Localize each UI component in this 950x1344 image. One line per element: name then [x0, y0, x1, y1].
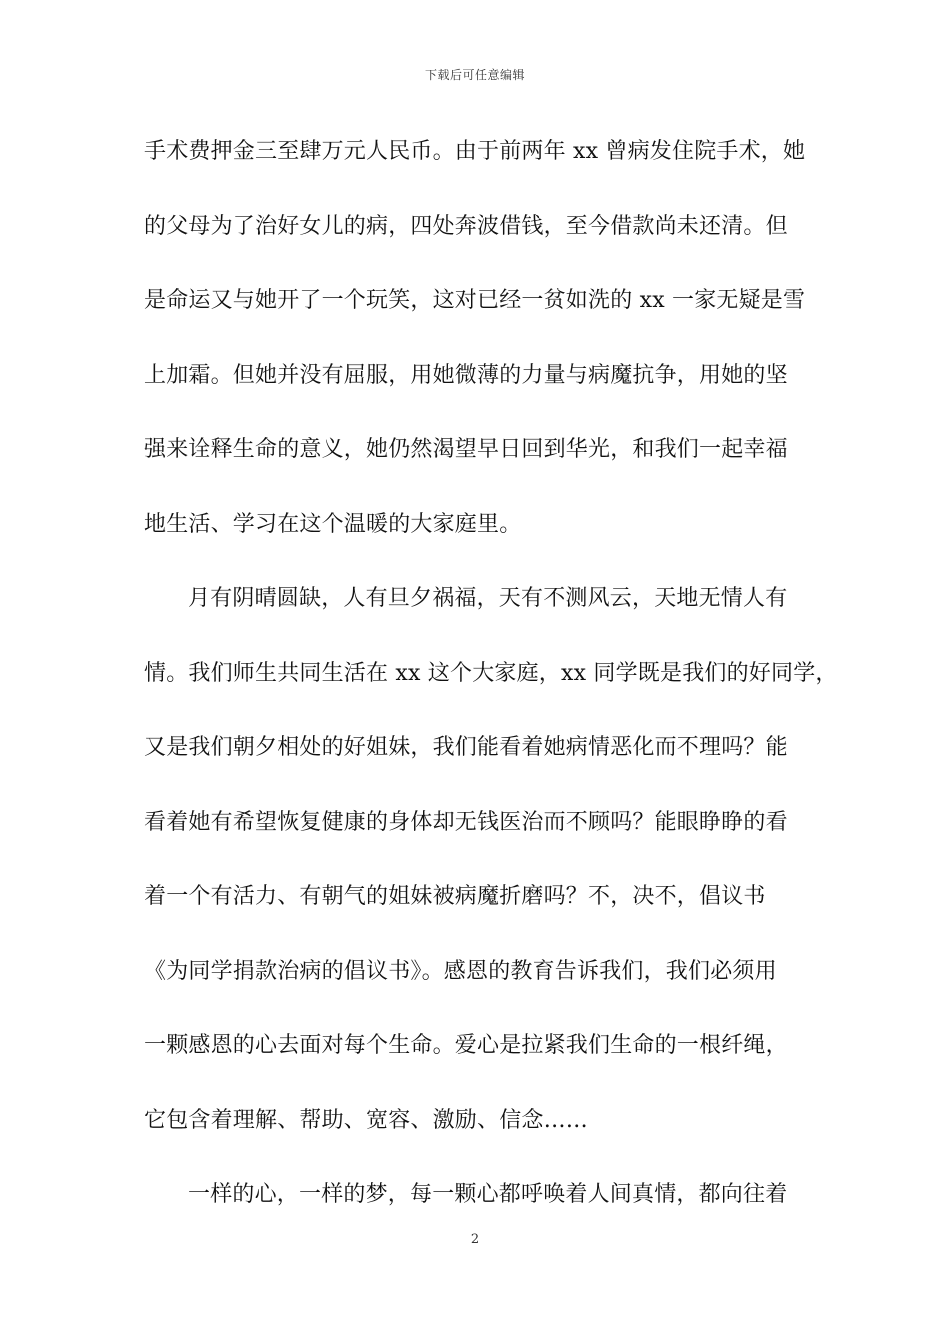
text-line: 着一个有活力、有朝气的姐妹被病魔折磨吗？不，决不，倡议书 — [144, 884, 766, 909]
document-body — [144, 129, 838, 1247]
paragraph-start-line: 一样的心，一样的梦，每一颗心都呼唤着人间真情，都向往着 — [188, 1182, 788, 1207]
text-line: 又是我们朝夕相处的好姐妹，我们能看着她病情恶化而不理吗？能 — [144, 735, 788, 760]
text-line: 上加霜。但她并没有屈服，用她微薄的力量与病魔抗争，用她的坚 — [144, 362, 788, 388]
text-line: 《为同学捐款治病的倡议书》。感恩的教育告诉我们，我们必须用 — [144, 958, 777, 984]
text-line: 的父母为了治好女儿的病，四处奔波借钱，至今借款尚未还清。但 — [144, 213, 788, 239]
page-header: 下载后可任意编辑 — [424, 68, 525, 82]
text-line: 是命运又与她开了一个玩笑，这对已经一贫如洗的 xx 一家无疑是雪 — [144, 288, 806, 313]
text-line: 一颗感恩的心去面对每个生命。爱心是拉紧我们生命的一根纤绳， — [144, 1033, 788, 1058]
paragraph-start-line: 月有阴晴圆缺，人有旦夕祸福，天有不测风云，天地无情人有 — [188, 586, 788, 611]
text-line: 地生活、学习在这个温暖的大家庭里。 — [144, 511, 522, 537]
text-line: 情。我们师生共同生活在 xx 这个大家庭，xx 同学既是我们的好同学， — [144, 660, 838, 686]
text-line: 看着她有希望恢复健康的身体却无钱医治而不顾吗？能眼睁睁的看 — [144, 809, 788, 835]
page-number: 2 — [470, 1232, 480, 1247]
text-line: 强来诠释生命的意义，她仍然渴望早日回到华光，和我们一起幸福 — [144, 437, 788, 462]
text-line: 手术费押金三至肆万元人民币。由于前两年 xx 曾病发住院手术，她 — [144, 139, 806, 164]
text-line: 它包含着理解、帮助、宽容、激励、信念…… — [144, 1107, 589, 1133]
